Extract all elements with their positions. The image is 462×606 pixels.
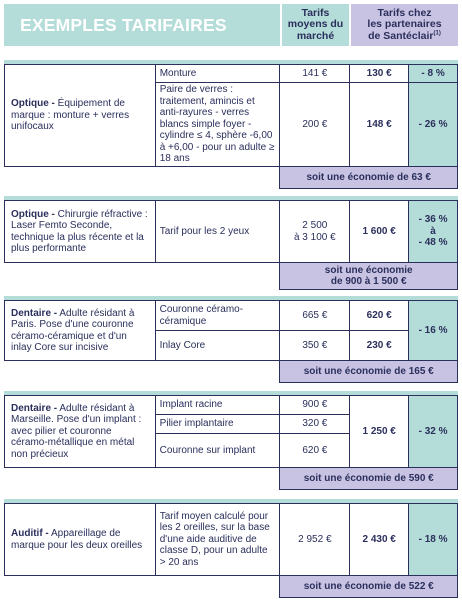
partner-price: 2 430 €	[350, 504, 409, 576]
item-label: Paire de verres : traitement, amincis et anti-rayures - verres blancs simple foyer - cylindre ≤ 4, sphère -6,00 à +6,00 - pour un adulte ≥ 18 ans	[155, 83, 280, 167]
savings-badge: soit une économie de 165 €	[280, 361, 458, 383]
page-title: EXEMPLES TARIFAIRES	[4, 4, 280, 46]
market-price: 350 €	[280, 331, 350, 361]
category-label: Auditif -	[11, 528, 49, 539]
price-table-optique-equipement	[4, 64, 458, 189]
col-market-line2: moyens du marché	[287, 18, 344, 42]
market-price: 620 €	[280, 434, 350, 468]
market-price: 2 952 €	[280, 504, 350, 576]
item-label: Tarif moyen calculé pour les 2 oreilles, sur la base d'une aide auditive de classe D, pour un adulte > 20 ans	[155, 504, 280, 576]
price-table-dentaire-paris	[4, 300, 458, 383]
item-label: Monture	[155, 65, 280, 83]
category-description	[5, 504, 156, 576]
col-partner-line3: de Santéclair	[368, 29, 434, 42]
savings-badge: soit une économie de 900 à 1 500 €	[280, 263, 458, 290]
category-description	[5, 201, 156, 263]
category-text: Chirurgie réfractive : Laser Femto Seconde, technique la plus récente et la plus performante	[11, 208, 148, 254]
column-header-partner	[351, 4, 458, 46]
savings-badge: soit une économie de 522 €	[280, 576, 458, 598]
category-label: Dentaire -	[11, 307, 58, 319]
category-text: Appareillage de marque pour les deux oreilles	[11, 528, 143, 551]
item-label: Inlay Core	[155, 331, 280, 361]
col-partner-line1: Tarifs chez	[377, 6, 432, 19]
price-table-dentaire-marseille	[4, 395, 458, 490]
discount-percent: - 36 % à - 48 %	[409, 201, 458, 263]
market-price: 665 €	[280, 301, 350, 331]
item-label: Couronne céramo-céramique	[155, 301, 280, 331]
discount-percent: - 32 %	[409, 396, 458, 468]
category-label: Dentaire -	[11, 402, 58, 414]
market-price: 900 €	[280, 396, 350, 415]
table-header	[4, 4, 458, 46]
savings-badge: soit une économie de 590 €	[280, 468, 458, 490]
partner-price: 130 €	[350, 65, 409, 83]
savings-badge: soit une économie de 63 €	[280, 167, 458, 189]
category-text: Adulte résidant à Paris. Pose d'une couronne céramo-céramique et d'un inlay Core sur incisive	[11, 307, 135, 353]
discount-percent: - 8 %	[409, 65, 458, 83]
discount-percent: - 16 %	[409, 301, 458, 361]
footnote-marker: (1)	[433, 30, 441, 37]
category-description	[5, 396, 156, 468]
category-text: Adulte résidant à Marseille. Pose d'un implant : avec pilier et couronne céramo-métallique en métal non précieux	[11, 402, 142, 460]
partner-price: 1 600 €	[350, 201, 409, 263]
market-price: 200 €	[280, 83, 350, 167]
partner-price: 230 €	[350, 331, 409, 361]
item-label: Pilier implantaire	[155, 415, 280, 434]
item-label: Tarif pour les 2 yeux	[155, 201, 280, 263]
col-market-line1: Tarifs	[301, 6, 330, 19]
item-label: Couronne sur implant	[155, 434, 280, 468]
partner-price: 148 €	[350, 83, 409, 167]
col-partner-line2: les partenaires	[367, 18, 442, 31]
category-label: Optique -	[11, 98, 55, 110]
discount-percent: - 18 %	[409, 504, 458, 576]
market-price: 320 €	[280, 415, 350, 434]
category-description	[5, 301, 156, 361]
partner-price: 620 €	[350, 301, 409, 331]
column-header-market	[282, 4, 349, 46]
price-table-auditif	[4, 503, 458, 598]
market-price: 141 €	[280, 65, 350, 83]
category-description	[5, 65, 156, 167]
market-price: 2 500 à 3 100 €	[280, 201, 350, 263]
discount-percent: - 26 %	[409, 83, 458, 167]
category-text: Équipement de marque : monture + verres unifocaux	[11, 98, 130, 133]
partner-price: 1 250 €	[350, 396, 409, 468]
price-table-optique-chirurgie	[4, 200, 458, 290]
category-label: Optique -	[11, 208, 55, 220]
item-label: Implant racine	[155, 396, 280, 415]
